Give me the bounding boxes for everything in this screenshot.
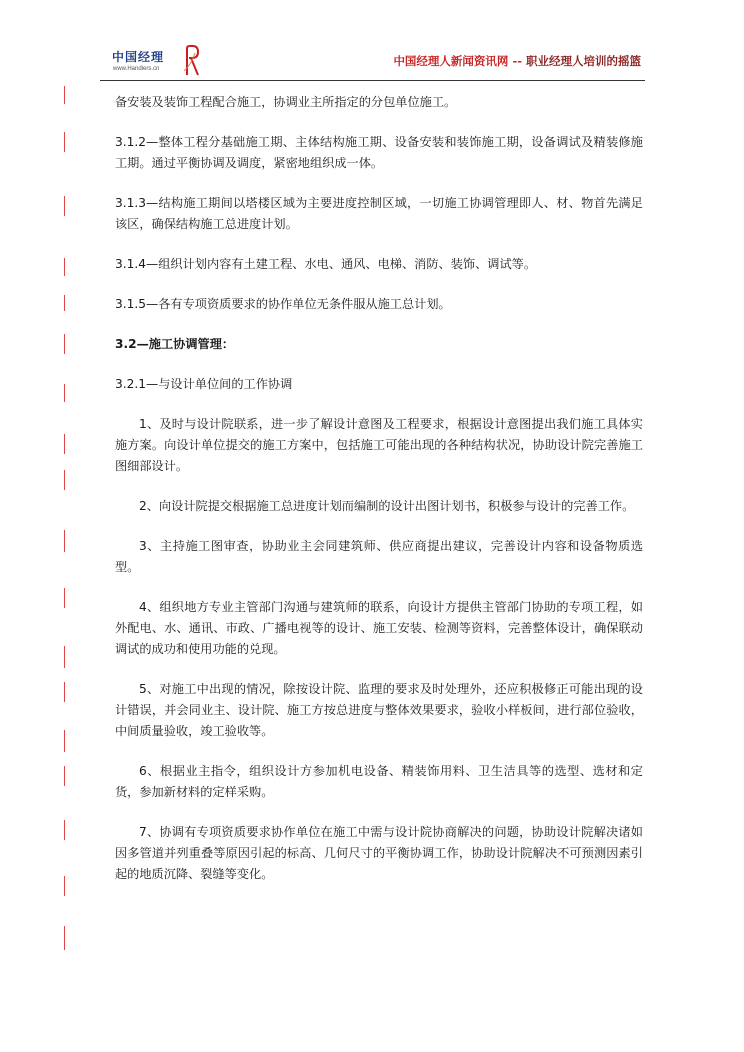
site-slogan: 职业经理人培训的摇篮 [526,54,641,68]
paragraph: 3.1.4—组织计划内容有土建工程、水电、通风、电梯、消防、装饰、调试等。 [115,257,537,271]
margin-mark [64,588,65,608]
paragraph: 6、根据业主指令，组织设计方参加机电设备、精装饰用料、卫生洁具等的选型、选材和定货，参加新材料的定样采购。 [115,764,643,799]
header-divider [100,80,645,81]
section-heading: 3.2—施工协调管理： [115,337,235,351]
tagline-separator: -- [508,54,526,68]
margin-mark [64,86,65,104]
margin-mark [64,384,65,402]
margin-mark [64,926,65,950]
paragraph: 备安装及装饰工程配合施工，协调业主所指定的分包单位施工。 [115,95,457,109]
margin-marks [64,0,68,1052]
margin-mark [64,132,65,152]
paragraph: 3、主持施工图审查，协助业主会同建筑师、供应商提出建议，完善设计内容和设备物质选型。 [115,539,643,574]
margin-mark [64,730,65,752]
margin-mark [64,196,65,216]
paragraph: 1、及时与设计院联系，进一步了解设计意图及工程要求，根据设计意图提出我们施工具体实施方案。向设计单位提交的施工方案中，包括施工可能出现的各种结构状况，协助设计院完善施工图细部设计。 [115,417,643,473]
paragraph: 5、对施工中出现的情况，除按设计院、监理的要求及时处理外，还应积极修正可能出现的设计错误，并会同业主、设计院、施工方按总进度与整体效果要求，验收小样板间，进行部位验收，中间质量验收，竣工验收等。 [115,682,643,738]
logo-text: 中国经理 [112,50,165,64]
paragraph: 3.1.3—结构施工期间以塔楼区域为主要进度控制区域，一切施工协调管理即人、材、物首先满足该区，确保结构施工总进度计划。 [115,196,643,231]
paragraph: 7、协调有专项资质要求协作单位在施工中需与设计院协商解决的问题，协助设计院解决诸如因多管道并列重叠等原因引起的标高、几何尺寸的平衡协调工作，协助设计院解决不可预测因素引起的地质沉降、裂缝等变化。 [115,825,643,881]
paragraph: 3.1.5—各有专项资质要求的协作单位无条件服从施工总计划。 [115,297,451,311]
margin-mark [64,434,65,454]
page-header [100,44,645,78]
site-name: 中国经理人新闻资讯网 [393,54,509,68]
logo-url: www.Handlers.cn [113,66,160,72]
logo [112,46,202,76]
margin-mark [64,258,65,276]
margin-mark [64,530,65,552]
margin-mark [64,682,65,702]
margin-mark [64,766,65,786]
margin-mark [64,820,65,840]
margin-mark [64,470,65,490]
subsection-heading: 3.2.1—与设计单位间的工作协调 [115,377,293,391]
document-body [115,92,643,885]
paragraph: 3.1.2—整体工程分基础施工期、主体结构施工期、设备安装和装饰施工期，设备调试及精装修施工期。通过平衡协调及调度，紧密地组织成一体。 [115,135,643,170]
paragraph: 2、向设计院提交根据施工总进度计划而编制的设计出图计划书，积极参与设计的完善工作。 [139,499,635,513]
paragraph: 4、组织地方专业主管部门沟通与建筑师的联系，向设计方提供主管部门协助的专项工程，如外配电、水、通讯、市政、广播电视等的设计、施工安装、检测等资料，完善整体设计，确保联动调试的成功和使用功能的兑现。 [115,600,643,656]
margin-mark [64,295,65,311]
margin-mark [64,334,65,354]
logo-r-mark-icon [182,45,200,77]
margin-mark [64,876,65,896]
margin-mark [64,646,65,668]
header-tagline [393,53,641,69]
